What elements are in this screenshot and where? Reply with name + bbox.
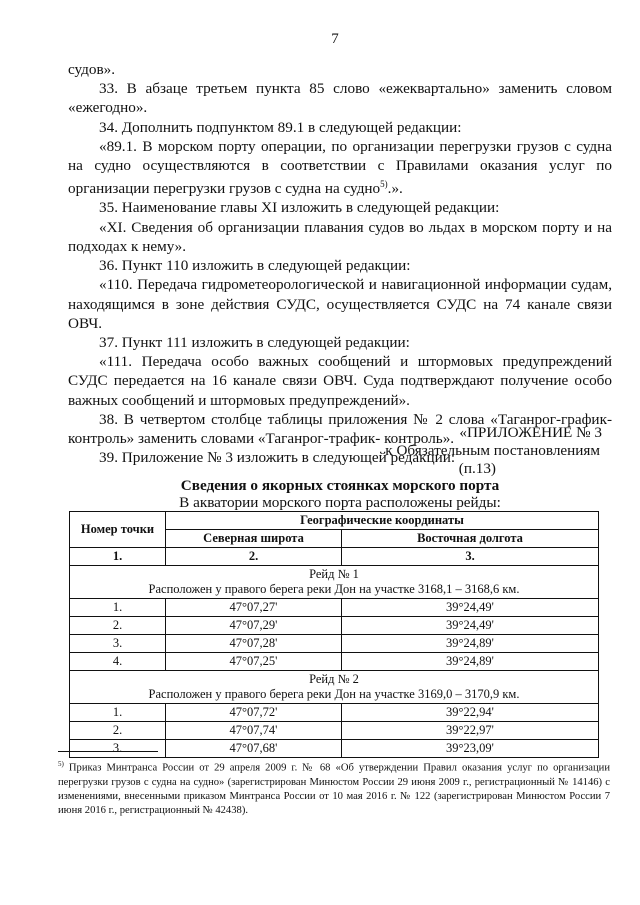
header-point-number: Номер точки bbox=[70, 512, 166, 548]
footnote-mark: 5) bbox=[58, 760, 64, 768]
paragraph: 38. В четвертом столбце таблицы приложения № 2 слова «Таганрог-график-контроль» заменить словами «Таганрог-трафик- контроль». bbox=[68, 410, 612, 447]
point-number-cell: 1. bbox=[70, 599, 166, 617]
latitude-cell: 47°07,68' bbox=[166, 740, 342, 758]
paragraph: 37. Пункт 111 изложить в следующей редакции: bbox=[99, 333, 410, 351]
longitude-cell: 39°23,09' bbox=[342, 740, 599, 758]
header-coordinates: Географические координаты bbox=[166, 512, 599, 530]
roadstead-title: Рейд № 1 bbox=[309, 567, 359, 581]
appendix-reference: (п.13) bbox=[458, 460, 496, 477]
latitude-cell: 47°07,28' bbox=[166, 635, 342, 653]
point-number-cell: 3. bbox=[70, 635, 166, 653]
longitude-cell: 39°22,94' bbox=[342, 704, 599, 722]
table-row bbox=[70, 617, 599, 635]
paragraph: 39. Приложение № 3 изложить в следующей редакции: bbox=[99, 449, 456, 467]
latitude-cell: 47°07,27' bbox=[166, 599, 342, 617]
paragraph: «XI. Сведения об организации плавания судов во льдах в морском порту и на подходах к нему». bbox=[68, 218, 612, 255]
appendix-subtitle: к Обязательным постановлениям bbox=[385, 442, 600, 459]
column-number: 3. bbox=[342, 548, 599, 566]
roadstead-title: Рейд № 2 bbox=[309, 672, 359, 686]
footnote bbox=[58, 757, 610, 818]
latitude-cell: 47°07,74' bbox=[166, 722, 342, 740]
table-row bbox=[70, 653, 599, 671]
roadstead-header-row bbox=[70, 566, 599, 599]
table-row bbox=[70, 599, 599, 617]
paragraph: 35. Наименование главы XI изложить в следующей редакции: bbox=[99, 199, 500, 217]
longitude-cell: 39°24,49' bbox=[342, 599, 599, 617]
footnote-text: Приказ Минтранса России от 29 апреля 2009 г. № 68 «Об утверждении Правил оказания услуг по организации перегрузки грузов с судна на судно» (зарегистрирован Минюстом России 29 июня 2009 г., регистрационный № 14146) с изменениями, внесенными приказом Минтранса России от 10 мая 2016 г. № 122 (зарегистрирован Минюстом России 7 июня 2016 г., регистрационный № 42438). bbox=[58, 762, 610, 817]
point-number-cell: 2. bbox=[70, 617, 166, 635]
point-number-cell: 3. bbox=[70, 740, 166, 758]
paragraph: 34. Дополнить подпунктом 89.1 в следующей редакции: bbox=[99, 118, 462, 136]
point-number-cell: 4. bbox=[70, 653, 166, 671]
table-row bbox=[70, 635, 599, 653]
longitude-cell: 39°24,89' bbox=[342, 653, 599, 671]
longitude-cell: 39°22,97' bbox=[342, 722, 599, 740]
longitude-cell: 39°24,49' bbox=[342, 617, 599, 635]
appendix-header bbox=[300, 424, 600, 478]
table-title: Сведения о якорных стоянках морского порта bbox=[180, 477, 500, 494]
latitude-cell: 47°07,29' bbox=[166, 617, 342, 635]
latitude-cell: 47°07,25' bbox=[166, 653, 342, 671]
paragraph-tail: .». bbox=[387, 180, 403, 198]
header-latitude: Северная широта bbox=[166, 530, 342, 548]
point-number-cell: 1. bbox=[70, 704, 166, 722]
anchorage-table bbox=[69, 511, 599, 758]
point-number-cell: 2. bbox=[70, 722, 166, 740]
table-row bbox=[70, 722, 599, 740]
roadstead-header bbox=[70, 671, 599, 704]
paragraph: 33. В абзаце третьем пункта 85 слово «ежеквартально» заменить словом «ежегодно». bbox=[68, 80, 612, 117]
header-longitude: Восточная долгота bbox=[342, 530, 599, 548]
appendix-title: «ПРИЛОЖЕНИЕ № 3 bbox=[459, 424, 602, 441]
paragraph: «111. Передача особо важных сообщений и штормовых предупреждений СУДС передается на 16 канале связи ОВЧ. Суда подтверждают получение особо важных сообщений и штормовых предупреждений». bbox=[68, 353, 612, 409]
page-number: 7 bbox=[331, 31, 339, 47]
table-row bbox=[70, 704, 599, 722]
column-number: 1. bbox=[70, 548, 166, 566]
paragraph-text: «89.1. В морском порту операции, по организации перегрузки грузов с судна на судно осуществляются в соответствии с Правилами оказания услуг по организации перегрузки грузов с судна на судно bbox=[68, 137, 612, 198]
roadstead-header bbox=[70, 566, 599, 599]
table-row bbox=[70, 740, 599, 758]
table-subtitle: В акватории морского порта расположены рейды: bbox=[179, 494, 501, 511]
column-number: 2. bbox=[166, 548, 342, 566]
footnote-reference[interactable]: 5) bbox=[380, 179, 388, 190]
roadstead-description: Расположен у правого берега реки Дон на участке 3169,0 – 3170,9 км. bbox=[148, 687, 520, 701]
paragraph: 36. Пункт 110 изложить в следующей редакции: bbox=[99, 257, 411, 275]
longitude-cell: 39°24,89' bbox=[342, 635, 599, 653]
roadstead-description: Расположен у правого берега реки Дон на участке 3168,1 – 3168,6 км. bbox=[148, 582, 520, 596]
roadstead-header-row bbox=[70, 671, 599, 704]
document-body bbox=[68, 60, 612, 467]
paragraph: судов». bbox=[68, 61, 116, 78]
paragraph: «110. Передача гидрометеорологической и навигационной информации судам, находящимся в зоне действия СУДС, осуществляется СУДС на 74 канале связи ОВЧ. bbox=[68, 276, 612, 332]
latitude-cell: 47°07,72' bbox=[166, 704, 342, 722]
paragraph bbox=[68, 137, 612, 199]
footnote-separator bbox=[58, 751, 158, 752]
